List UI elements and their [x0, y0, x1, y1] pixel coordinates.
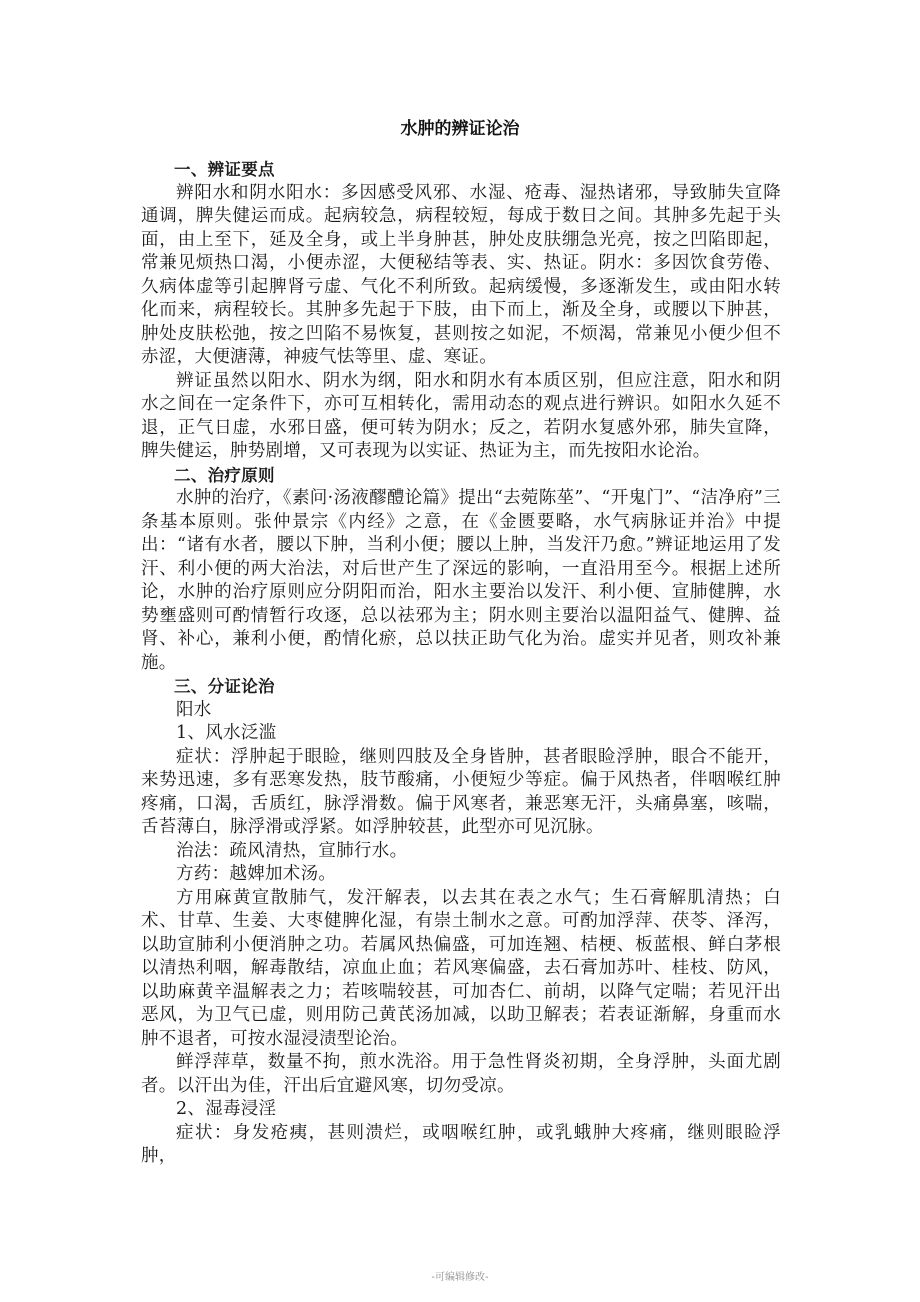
document-title: 水肿的辨证论治 — [400, 119, 520, 139]
section-heading-3: 三、分证论治 — [174, 677, 275, 696]
section-heading-2: 二、治疗原则 — [174, 465, 275, 485]
paragraph: 鲜浮萍草，数量不拘，煎水洗浴。用于急性肾炎初期，全身浮肿，头面尤剧者。以汗出为佳，汗出后宜避风寒，切勿受凉。 — [141, 1052, 781, 1096]
paragraph: 症状：身发疮痍，甚则溃烂，或咽喉红肿，或乳蛾肿大疼痛，继则眼睑浮肿， — [141, 1122, 781, 1166]
document-body — [141, 158, 781, 1169]
paragraph: 水肿的治疗，《素问·汤液醪醴论篇》提出“去菀陈莝”、“开鬼门”、“洁净府”三条基本原则。张仲景宗《内经》之意，在《金匮要略，水气病脉证并治》中提出：“诸有水者，腰以下肿，当利小便；腰以上肿，当发汗乃愈。”辨证地运用了发汗、利小便的两大治法，对后世产生了深远的影响，一直沿用至今。根据上述所论，水肿的治疗原则应分阴阳而治，阳水主要治以发汗、利小便、宣肺健脾，水势壅盛则可酌情暂行攻逐，总以祛邪为主；阴水则主要治以温阳益气、健脾、益肾、补心，兼利小便，酌情化瘀，总以扶正助气化为治。虚实并见者，则攻补兼施。 — [141, 488, 781, 673]
subheading: 阳水 — [176, 699, 212, 720]
paragraph: 方药：越婢加术汤。 — [176, 864, 337, 884]
paragraph: 症状：浮肿起于眼睑，继则四肢及全身皆肿，甚者眼睑浮肿，眼合不能开，来势迅速，多有恶寒发热，肢节酸痛，小便短少等症。偏于风热者，伴咽喉红肿疼痛，口渴，舌质红，脉浮滑数。偏于风寒者，兼恶寒无汗，头痛鼻塞，咳喘，舌苔薄白，脉浮滑或浮紧。如浮肿较甚，此型亦可见沉脉。 — [141, 746, 781, 837]
subheading: 1、风水泛滥 — [176, 723, 277, 743]
paragraph: 治法：疏风清热，宣肺行水。 — [176, 840, 408, 861]
paragraph: 方用麻黄宣散肺气，发汗解表，以去其在表之水气；生石膏解肌清热；白术、甘草、生姜、大枣健脾化湿，有崇土制水之意。可酌加浮萍、茯苓、泽泻，以助宣肺利小便消肿之功。若属风热偏盛，可加连翘、桔梗、板蓝根、鲜白茅根以清热利咽，解毒散结，凉血止血；若风寒偏盛，去石膏加苏叶、桂枝、防风，以助麻黄辛温解表之力；若咳喘较甚，可加杏仁、前胡，以降气定喘；若见汗出恶风，为卫气已虚，则用防己黄芪汤加减，以助卫解表；若表证渐解，身重而水肿不退者，可按水湿浸渍型论治。 — [141, 887, 781, 1049]
section-heading-1: 一、辨证要点 — [174, 160, 275, 179]
page-footer: -可编辑修改- — [431, 1272, 489, 1283]
subheading: 2、湿毒浸淫 — [176, 1099, 277, 1119]
paragraph: 辨阳水和阴水阳水：多因感受风邪、水湿、疮毒、湿热诸邪，导致肺失宣降通调，脾失健运而成。起病较急，病程较短，每成于数日之间。其肿多先起于头面，由上至下，延及全身，或上半身肿甚，肿处皮肤绷急光亮，按之凹陷即起，常兼见烦热口渴，小便赤涩，大便秘结等表、实、热证。阴水：多因饮食劳倦、久病体虚等引起脾肾亏虚、气化不利所致。起病缓慢，多逐渐发生，或由阳水转化而来，病程较长。其肿多先起于下肢，由下而上，渐及全身，或腰以下肿甚，肿处皮肤松弛，按之凹陷不易恢复，甚则按之如泥，不烦渴，常兼见小便少但不赤涩，大便溏薄，神疲气怯等里、虚、寒证。 — [141, 182, 781, 367]
paragraph: 辨证虽然以阳水、阴水为纲，阳水和阴水有本质区别，但应注意，阳水和阴水之间在一定条件下，亦可互相转化，需用动态的观点进行辨识。如阳水久延不退，正气日虚，水邪日盛，便可转为阴水；反之，若阴水复感外邪，肺失宣降，脾失健运，肿势剧增，又可表现为以实证、热证为主，而先按阳水论治。 — [141, 370, 781, 461]
